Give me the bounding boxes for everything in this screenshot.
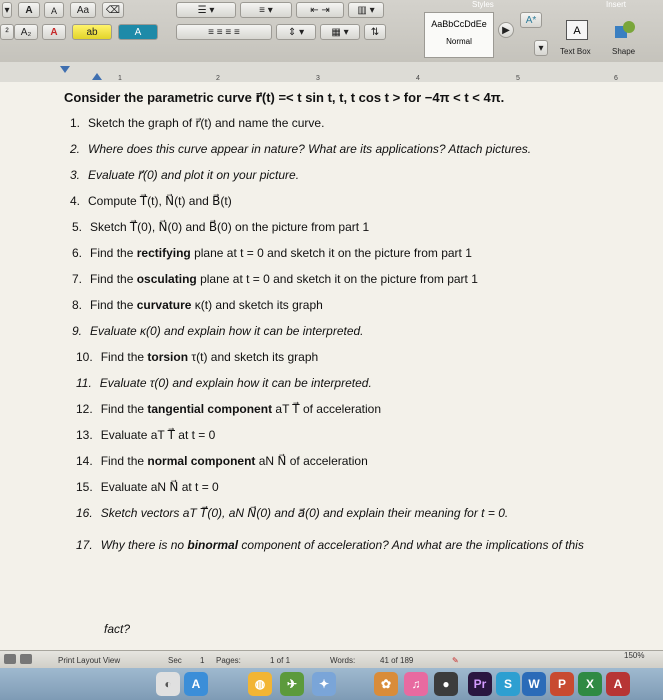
list-item <box>76 376 372 390</box>
style-sample: AaBbCcDdEe <box>431 19 487 29</box>
list-item <box>76 402 381 416</box>
left-indent-marker[interactable] <box>60 66 70 73</box>
textbox-icon[interactable]: A <box>566 20 588 40</box>
status-bar <box>0 650 663 669</box>
item-keyword: tangential component <box>147 402 273 416</box>
powerpoint-icon[interactable]: P <box>550 672 574 696</box>
item-number: 5. <box>72 220 83 234</box>
styles-dropdown-icon[interactable]: ▾ <box>534 40 548 56</box>
skype-icon[interactable]: S <box>496 672 520 696</box>
photos-icon[interactable]: ✿ <box>374 672 398 696</box>
list-item <box>70 194 232 208</box>
item-text: Find the <box>100 454 148 468</box>
textbox-label: Text Box <box>560 47 591 56</box>
item-text: Find the <box>90 298 137 312</box>
change-case-button[interactable]: Aa <box>70 2 96 18</box>
item-number: 9. <box>72 324 83 338</box>
item-text: Sketch T⃗(0), N⃗(0) and B⃗(0) on the picture from part 1 <box>90 220 370 234</box>
item-number: 4. <box>70 194 81 208</box>
ruler-tick: 3 <box>316 75 320 82</box>
item-text: Find the <box>100 350 148 364</box>
item-text: Evaluate τ(0) and explain how it can be interpreted. <box>99 376 372 390</box>
acrobat-icon[interactable]: A <box>606 672 630 696</box>
line-spacing-button[interactable]: ⇕ ▾ <box>276 24 316 40</box>
list-item <box>70 168 299 182</box>
item-keyword: binormal <box>187 538 239 552</box>
item-keyword: normal component <box>147 454 256 468</box>
camera-icon[interactable]: ● <box>434 672 458 696</box>
chrome-icon[interactable]: ◍ <box>248 672 272 696</box>
list-item <box>70 142 531 156</box>
print-layout-icon[interactable] <box>4 654 16 664</box>
section-value: 1 <box>200 656 205 665</box>
excel-icon[interactable]: X <box>578 672 602 696</box>
item-keyword: rectifying <box>136 246 191 260</box>
pages-label: Pages: <box>216 656 241 665</box>
item-number: 16. <box>76 506 93 520</box>
item-text: Where does this curve appear in nature? What are its applications? Attach pictures. <box>88 142 532 156</box>
ruler-tick: 4 <box>416 75 420 82</box>
clear-formatting-icon[interactable]: ⌫ <box>102 2 124 18</box>
list-item <box>76 506 508 520</box>
list-item <box>76 350 318 364</box>
ribbon-toolbar <box>0 0 663 63</box>
view-label: Print Layout View <box>58 656 121 665</box>
document-page[interactable] <box>0 82 663 650</box>
item-text: Sketch the graph of r⃗(t) and name the curve. <box>88 116 325 130</box>
spelling-icon[interactable]: ✎ <box>452 656 459 665</box>
superscript-button[interactable]: ² <box>0 24 14 40</box>
list-item <box>72 298 323 312</box>
list-item <box>76 480 219 494</box>
itunes-icon[interactable]: ♫ <box>404 672 428 696</box>
rocket-icon[interactable]: ✈ <box>280 672 304 696</box>
list-item <box>76 428 215 442</box>
item-number: 3. <box>70 168 81 182</box>
item-number: 1. <box>70 116 81 130</box>
styles-pane-icon[interactable]: A* <box>520 12 542 28</box>
insert-label: Insert <box>606 0 627 9</box>
item-number: 10. <box>76 350 93 364</box>
list-item <box>72 272 478 286</box>
highlight-button[interactable]: ab <box>72 24 112 40</box>
item-text: plane at t = 0 and sketch it on the picture from part 1 <box>190 246 472 260</box>
list-item <box>70 116 324 130</box>
item-number: 14. <box>76 454 93 468</box>
item-number: 6. <box>72 246 83 260</box>
subscript-button[interactable]: A₂ <box>14 24 38 40</box>
ruler-tick: 6 <box>614 75 618 82</box>
continuation-text: fact? <box>104 622 131 636</box>
item-text: Evaluate aN N⃗ at t = 0 <box>100 480 219 494</box>
item-text: Why there is no <box>100 538 188 552</box>
indent-buttons[interactable]: ⇤ ⇥ <box>296 2 344 18</box>
alignment-buttons[interactable]: ≡ ≡ ≡ ≡ <box>176 24 272 40</box>
item-text: Evaluate r⃗(0) and plot it on your picture. <box>88 168 300 182</box>
pages-value: 1 of 1 <box>270 656 291 665</box>
item-text: plane at t = 0 and sketch it on the picture from part 1 <box>196 272 478 286</box>
bullets-list-button[interactable]: ☰ ▾ <box>176 2 236 18</box>
premiere-icon[interactable]: Pr <box>468 672 492 696</box>
item-text: aT T⃗ of acceleration <box>272 402 382 416</box>
zoom-level[interactable]: 150% <box>624 651 645 660</box>
ruler-tick: 2 <box>216 75 220 82</box>
item-text: Evaluate aT T⃗ at t = 0 <box>100 428 216 442</box>
item-text: Find the <box>90 272 137 286</box>
ruler-tick: 5 <box>516 75 520 82</box>
shape-label: Shape <box>612 47 636 56</box>
item-text: component of acceleration? And what are the implications of this <box>238 538 584 552</box>
dock <box>0 668 663 700</box>
item-number: 15. <box>76 480 93 494</box>
styles-label: Styles <box>472 0 494 9</box>
word-icon[interactable]: W <box>522 672 546 696</box>
section-label: Sec <box>168 656 182 665</box>
item-text: Sketch vectors aT T⃗(0), aN N⃗(0) and a⃗(0) and explain their meaning for t = 0. <box>100 506 509 520</box>
dropdown-arrow-icon[interactable]: ▾ <box>2 2 12 18</box>
web-layout-icon[interactable] <box>20 654 32 664</box>
list-item <box>72 220 369 234</box>
list-item <box>76 538 584 552</box>
words-value: 41 of 189 <box>380 656 414 665</box>
shape-icon[interactable] <box>614 20 636 40</box>
item-keyword: curvature <box>136 298 192 312</box>
item-number: 7. <box>72 272 83 286</box>
style-gallery[interactable] <box>424 12 494 58</box>
safari-icon[interactable]: ✦ <box>312 672 336 696</box>
item-text: Find the <box>90 246 137 260</box>
list-item <box>72 246 472 260</box>
list-item <box>76 454 368 468</box>
first-line-indent-marker[interactable] <box>92 73 102 80</box>
item-text: τ(t) and sketch its graph <box>188 350 319 364</box>
sort-button[interactable]: ⇅ <box>364 24 386 40</box>
columns-button[interactable]: ▥ ▾ <box>348 2 384 18</box>
ruler[interactable] <box>0 62 663 83</box>
item-number: 13. <box>76 428 93 442</box>
shrink-font-button[interactable]: A <box>44 2 64 18</box>
list-item <box>72 324 364 338</box>
play-icon[interactable]: ▶ <box>498 22 514 38</box>
item-number: 8. <box>72 298 83 312</box>
item-keyword: torsion <box>147 350 189 364</box>
item-text: κ(t) and sketch its graph <box>191 298 323 312</box>
font-color-button[interactable]: A <box>42 24 66 40</box>
finder-icon[interactable]: ◐ <box>156 672 180 696</box>
item-keyword: osculating <box>136 272 197 286</box>
item-number: 2. <box>70 142 81 156</box>
item-text: aN N⃗ of acceleration <box>255 454 368 468</box>
item-text: Evaluate κ(0) and explain how it can be interpreted. <box>90 324 364 338</box>
style-name: Normal <box>446 37 472 46</box>
shading-button[interactable]: ▦ ▾ <box>320 24 360 40</box>
item-text: Find the <box>100 402 148 416</box>
page-title: Consider the parametric curve r⃗(t) =< t sin t, t, t cos t > for −4π < t < 4π. <box>64 90 505 105</box>
item-number: 11. <box>76 376 92 390</box>
item-number: 12. <box>76 402 93 416</box>
text-effects-button[interactable]: A <box>118 24 158 40</box>
words-label: Words: <box>330 656 356 665</box>
grow-font-button[interactable]: A <box>18 2 40 18</box>
ruler-tick: 1 <box>118 75 122 82</box>
numbering-list-button[interactable]: ≡ ▾ <box>240 2 292 18</box>
item-number: 17. <box>76 538 93 552</box>
app-store-icon[interactable]: A <box>184 672 208 696</box>
item-text: Compute T⃗(t), N⃗(t) and B⃗(t) <box>88 194 232 208</box>
